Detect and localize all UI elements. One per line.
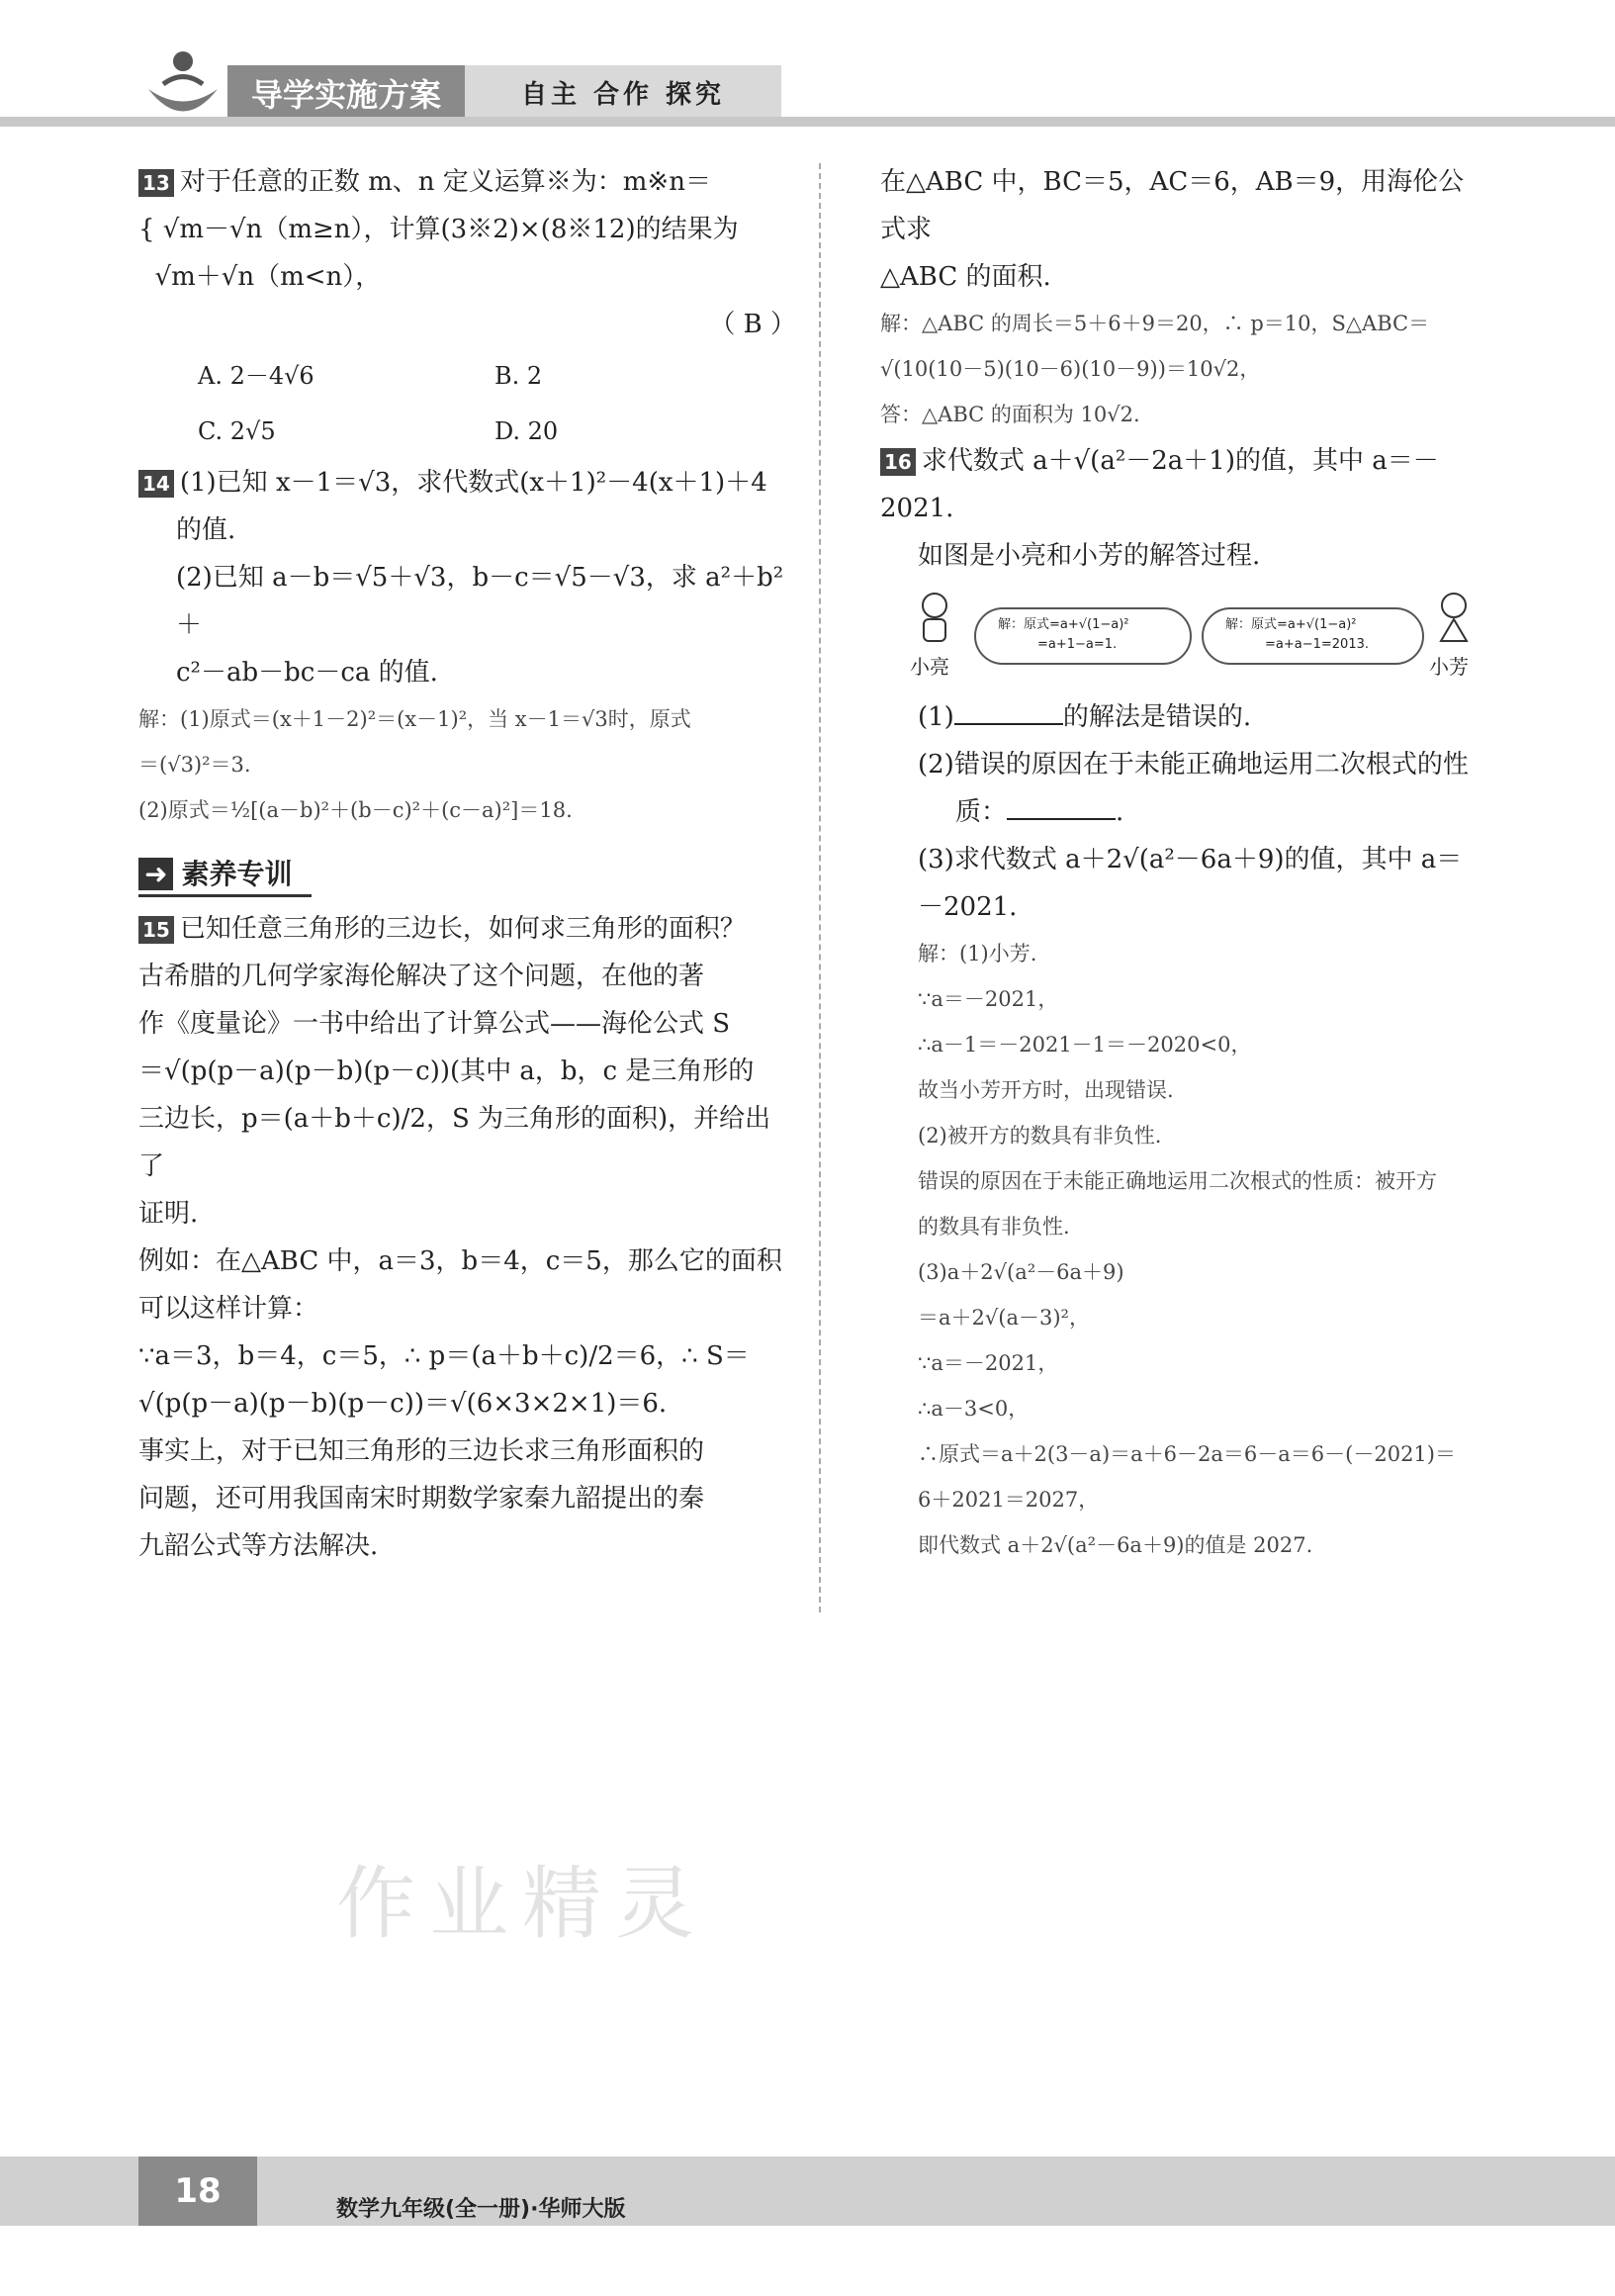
- question-13: [138, 158, 796, 459]
- solution-text: 错误的原因在于未能正确地运用二次根式的性质：被开方: [918, 1169, 1437, 1193]
- right-name: 小芳: [1429, 655, 1469, 679]
- page-number: 18: [138, 2157, 257, 2226]
- solution-text: 答：△ABC 的面积为 10√2.: [880, 403, 1140, 426]
- watermark: 作业精灵: [336, 1858, 708, 1950]
- question-text: √(p(p－a)(p－b)(p－c))＝√(6×3×2×1)＝6.: [138, 1389, 668, 1419]
- answer-blank: [954, 697, 1063, 725]
- question-text: 已知任意三角形的三边长，如何求三角形的面积？: [179, 914, 746, 944]
- question-text: 事实上，对于已知三角形的三边长求三角形面积的: [138, 1436, 705, 1466]
- option-c: C. 2√5: [198, 417, 276, 445]
- column-divider: [819, 163, 821, 1612]
- question-text: (2)已知 a－b＝√5＋√3，b－c＝√5－√3，求 a²＋b²＋: [176, 563, 784, 640]
- solution-text: 解：(1)原式＝(x＋1－2)²＝(x－1)²，当 x－1＝√3时，原式: [138, 707, 691, 731]
- comic-figure: [880, 590, 1488, 684]
- question-15-continued: [880, 158, 1488, 437]
- question-text: 质：: [955, 797, 1008, 827]
- answer-choice: （ B ）: [709, 310, 796, 339]
- page-header: [0, 0, 1615, 138]
- question-text: 的解法是错误的.: [1062, 702, 1252, 732]
- question-number: 16: [880, 448, 916, 476]
- question-15: [138, 905, 796, 1570]
- solution-text: ∴原式＝a＋2(3－a)＝a＋6－2a＝6－a＝6－(－2021)＝: [918, 1442, 1456, 1466]
- header-tab-subtitle: 自主 合作 探究: [465, 65, 781, 125]
- left-column: [138, 158, 796, 1570]
- question-text: 问题，还可用我国南宋时期数学家秦九韶提出的秦: [138, 1484, 705, 1514]
- question-text: 九韶公式等方法解决.: [138, 1531, 379, 1561]
- solution-text: ∴a－3<0，: [918, 1397, 1030, 1421]
- question-text: 对于任意的正数 m、n 定义运算※为：m※n＝: [179, 167, 711, 197]
- question-text: { √m－√n（m≥n），计算(3※2)×(8※12)的结果为: [138, 215, 739, 244]
- solution: [880, 931, 1488, 1568]
- question-text: 如图是小亮和小芳的解答过程.: [918, 541, 1261, 571]
- left-name: 小亮: [910, 655, 949, 679]
- question-text: (3)求代数式 a＋2√(a²－6a＋9)的值，其中 a＝: [918, 845, 1463, 874]
- question-text: (2)错误的原因在于未能正确地运用二次根式的性: [918, 750, 1469, 780]
- option-a: A. 2－4√6: [198, 362, 314, 390]
- question-text: 三边长，p＝(a＋b＋c)/2，S 为三角形的面积)，并给出了: [138, 1104, 771, 1181]
- left-speech-cloud: 解：原式=a+√(1−a)² =a+1−a=1.: [974, 607, 1192, 665]
- question-text: 作《度量论》一书中给出了计算公式——海伦公式 S: [138, 1009, 731, 1039]
- logo-icon: [138, 40, 227, 129]
- solution-text: 故当小芳开方时，出现错误.: [918, 1078, 1174, 1102]
- solution-text: (3)a＋2√(a²－6a＋9): [918, 1260, 1124, 1284]
- question-text: (1)已知 x－1＝√3，求代数式(x＋1)²－4(x＋1)＋4: [179, 468, 767, 498]
- question-16: 16 求代数式 a＋√(a²－2a＋1)的值，其中 a＝－2021. 如图是小亮和小芳的解答过程. 小亮 解：原式=a+√(1−a)² =a+1−a=1. 解：原式=a+√(1−a)² =a+a−1=2013. 小芳 (1) 的解法是错误的. (2)错误的原因在于未能正确地运用二次根式的性 质： . (3)求代数式 a＋2√(a²－6a＋9)的值，其中 a＝ －2021. 解：(1)小芳. ∵a＝－2021， ∴a－1＝－2021－1＝－2020<0， 故当小芳开方时，出现错误. (2)被开方的数具有非负性. 错误的原因在于未能正确地运用二次根式的性质：被开方 的数具有非负性. (3)a＋2√(a²－6a＋9) ＝a＋2√(a－3)²， ∵a＝－2021， ∴a－3<0， ∴原式＝a＋2(3－a)＝a＋6－2a＝6－a＝6－(－2021)＝ 6＋2021＝2027， 即代数式 a＋2√(a²－6a＋9)的值是 2027.: [880, 437, 1488, 1568]
- solution-text: ∴a－1＝－2021－1＝－2020<0，: [918, 1033, 1252, 1056]
- solution-text: ＝(√3)²＝3.: [138, 753, 251, 777]
- question-text: 求代数式 a＋√(a²－2a＋1)的值，其中 a＝－2021.: [880, 446, 1439, 523]
- question-text: 在△ABC 中，BC＝5，AC＝6，AB＝9，用海伦公式求: [880, 167, 1465, 244]
- question-number: 14: [138, 470, 174, 498]
- question-text: －2021.: [918, 892, 1018, 922]
- option-d: D. 20: [494, 417, 559, 445]
- solution-text: 解：△ABC 的周长＝5＋6＋9＝20，∴ p＝10，S△ABC＝: [880, 312, 1430, 335]
- question-14: [138, 459, 796, 833]
- question-number: 15: [138, 916, 174, 944]
- question-text: 证明.: [138, 1199, 199, 1229]
- solution-text: 6＋2021＝2027，: [918, 1488, 1100, 1512]
- header-bar: [0, 117, 1615, 127]
- boy-icon: [910, 590, 959, 649]
- solution-text: 即代数式 a＋2√(a²－6a＋9)的值是 2027.: [918, 1533, 1313, 1557]
- question-text: √m＋√n（m<n），: [138, 262, 382, 292]
- solution-text: (2)被开方的数具有非负性.: [918, 1124, 1162, 1148]
- arrow-icon: ➜: [138, 858, 173, 890]
- solution-text: ＝a＋2√(a－3)²，: [918, 1306, 1090, 1330]
- solution-text: ∵a＝－2021，: [918, 1351, 1059, 1375]
- book-title: 数学九年级(全一册)·华师大版: [336, 2197, 626, 2222]
- question-number: 13: [138, 169, 174, 197]
- solution-text: (2)原式＝½[(a－b)²＋(b－c)²＋(c－a)²]＝18.: [138, 798, 573, 822]
- right-speech-cloud: 解：原式=a+√(1−a)² =a+a−1=2013.: [1202, 607, 1424, 665]
- question-text: 的值.: [176, 515, 236, 545]
- solution-text: ∵a＝－2021，: [918, 987, 1059, 1011]
- girl-icon: [1429, 590, 1479, 649]
- options: [138, 348, 796, 459]
- solution-text: 的数具有非负性.: [918, 1215, 1070, 1239]
- question-text: △ABC 的面积.: [880, 262, 1051, 292]
- solution-text: √(10(10－5)(10－6)(10－9))＝10√2，: [880, 357, 1261, 381]
- answer-blank: [1007, 792, 1116, 820]
- question-text: 古希腊的几何学家海伦解决了这个问题，在他的著: [138, 962, 705, 991]
- option-b: B. 2: [494, 362, 543, 390]
- solution-text: 解：(1)小芳.: [918, 942, 1037, 965]
- section-title: ➜ 素养专训: [138, 851, 312, 897]
- question-text: ＝√(p(p－a)(p－b)(p－c))(其中 a，b，c 是三角形的: [138, 1056, 755, 1086]
- question-text: c²－ab－bc－ca 的值.: [176, 658, 438, 688]
- question-text: 可以这样计算：: [138, 1294, 319, 1324]
- question-text: 例如：在△ABC 中，a＝3，b＝4，c＝5，那么它的面积: [138, 1246, 782, 1276]
- right-column: [880, 158, 1488, 1568]
- question-text: ∵a＝3，b＝4，c＝5，∴ p＝(a＋b＋c)/2＝6，∴ S＝: [138, 1341, 750, 1371]
- header-tab-title: 导学实施方案: [227, 65, 465, 125]
